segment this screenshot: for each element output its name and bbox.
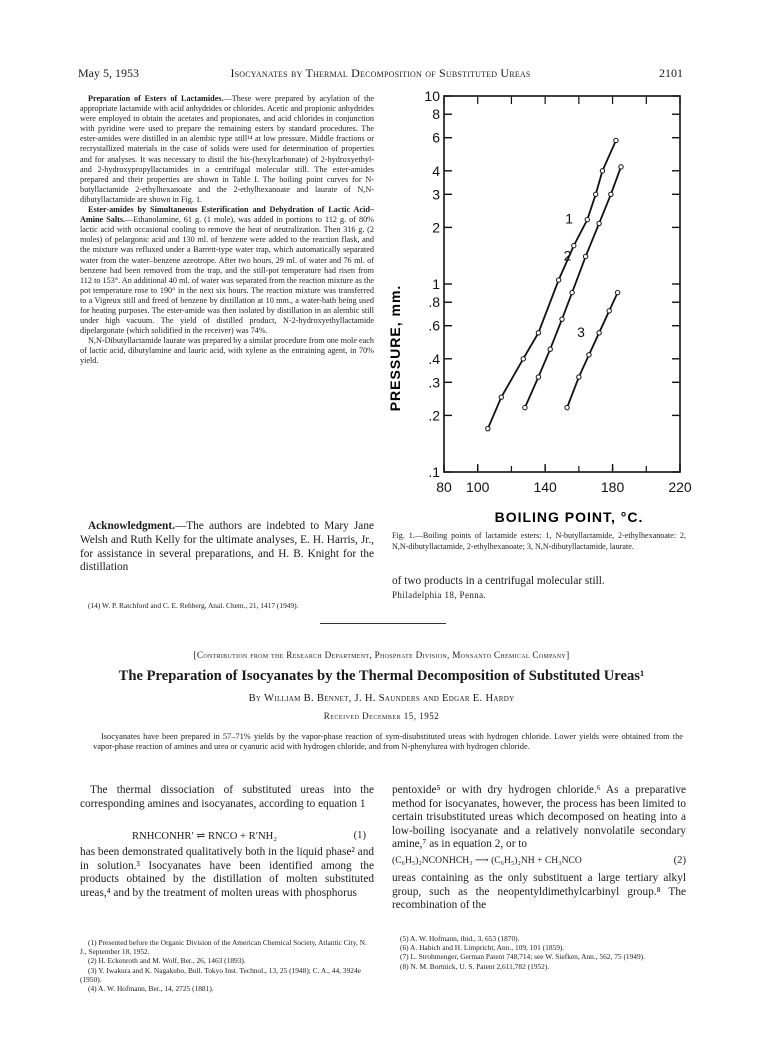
- series-label-3: 3: [577, 323, 585, 340]
- footnote-5: (5) A. W. Hofmann, ibid., 3, 653 (1870).: [400, 934, 520, 943]
- header-running-title: Isocyanates by Thermal Decomposition of Substituted Ureas: [230, 66, 531, 80]
- plot-border: [444, 96, 680, 472]
- data-point: [536, 331, 540, 335]
- data-point: [570, 290, 574, 294]
- received-date: Received December 15, 1952: [323, 711, 440, 721]
- data-point: [615, 290, 619, 294]
- article-authors: By William B. Bennet, J. H. Saunders and Edgar E. Hardy: [248, 693, 515, 704]
- data-point: [597, 221, 601, 225]
- body-left-intro: [80, 784, 374, 811]
- footnote-6: (6) A. Habich and H. Limpricht, Ann., 109, 101 (1859).: [400, 943, 565, 953]
- continuation-text: [392, 574, 686, 602]
- footnote-3: (3) Y. Iwakura and K. Nagakubo, Bull. Tokyo Inst. Technol., 13, 25 (1948); C. A., 44, 3924e (1950).: [80, 965, 361, 984]
- data-point: [499, 395, 503, 399]
- footnote-8: (8) N. M. Bortnick, U. S. Patent 2,611,782 (1952).: [400, 961, 550, 971]
- data-point: [597, 331, 601, 335]
- data-point: [523, 405, 527, 409]
- data-point: [614, 138, 618, 142]
- data-point: [577, 375, 581, 379]
- data-point: [521, 357, 525, 361]
- data-point: [585, 217, 589, 221]
- body-right-continued: [392, 872, 686, 913]
- chart-series: [486, 138, 624, 431]
- series-label-1: 1: [565, 210, 574, 227]
- paragraph-esterification: [80, 205, 374, 336]
- abstract-text: Isocyanates have been prepared in 57–71% yields by the vapor-phase reaction of sym-disubstituted ureas with hydrogen chloride. Lower yields were obtained from the vapor-phase reaction of amines and urea or cyanuric acid with hydrogen chloride, and from N-phenylurea with hydrogen chloride.: [93, 732, 683, 751]
- equation-1-text: RNHCONHR′ ⇌ RNCO + R′NH₂: [132, 831, 278, 842]
- data-point: [587, 353, 591, 357]
- paragraph-esters-heading: Preparation of Esters of Lactamides.: [88, 94, 224, 103]
- data-point: [619, 165, 623, 169]
- data-point: [583, 254, 587, 258]
- affiliation-city: Philadelphia 18, Penna.: [392, 590, 487, 600]
- body-right-paragraph-2: ureas containing as the only substituent a large tertiary alkyl group, such as the neopentyldimethylcarbinyl group.⁸ The recombination of the: [392, 872, 686, 912]
- x-tick-label: 180: [600, 479, 625, 495]
- body-right-intro: [392, 784, 686, 852]
- running-header: [78, 66, 683, 80]
- contribution-line: [Contribution from the Research Department, Phosphate Division, Monsanto Chemical Company]: [193, 650, 570, 660]
- y-tick-label: .8: [428, 294, 440, 311]
- section-divider: [320, 623, 446, 624]
- footnotes-left: [80, 938, 374, 993]
- footnote-7: (7) L. Strohmenger, German Patent 748,714; see W. Siefken, Ann., 562, 75 (1949).: [400, 952, 645, 962]
- y-tick-label: .6: [428, 317, 440, 334]
- chart-frame: [444, 96, 680, 472]
- y-tick-label: .2: [428, 407, 440, 424]
- y-tick-label: .4: [428, 350, 440, 367]
- data-point: [607, 309, 611, 313]
- footnote-14-text: (14) W. P. Ratchford and C. E. Rehberg, Anal. Chem., 21, 1417 (1949).: [88, 601, 299, 610]
- series-line-1: [488, 140, 616, 428]
- equation-1: [132, 830, 372, 842]
- y-tick-label: 3: [432, 186, 440, 203]
- equation-2-number: (2): [673, 855, 686, 866]
- figure-caption: Fig. 1.—Boiling points of lactamide esters: 1, N-butyllactamide, 2-ethylhexanoate: 2, N,N-dibutyllactamide, 2-ethylhexanoate; 3, N,N-dibutyllactamide, laurate.: [392, 531, 686, 551]
- equation-2: [392, 855, 686, 866]
- equation-1-number: (1): [353, 830, 366, 841]
- data-point: [560, 317, 564, 321]
- body-right-paragraph-1: pentoxide⁵ or with dry hydrogen chloride.⁶ As a preparative method for isocyanates, however, the process has been limited to certain trisubstituted ureas which decomposed on heating into a low-boiling isocyanate and a relatively nonvolatile secondary amine,⁷ as in equation 2, or to: [392, 784, 686, 851]
- header-date: May 5, 1953: [78, 66, 139, 80]
- data-point: [565, 405, 569, 409]
- data-point: [556, 278, 560, 282]
- y-tick-label: 8: [432, 106, 440, 123]
- previous-article-text: [80, 94, 374, 367]
- series-label-2: 2: [563, 247, 572, 264]
- data-point: [536, 375, 540, 379]
- data-point: [609, 192, 613, 196]
- body-left-paragraph-1: The thermal dissociation of substituted ureas into the corresponding amines and isocyanates, according to equation 1: [80, 784, 374, 810]
- footnote-14: [80, 601, 374, 610]
- paragraph-esters-body: —These were prepared by acylation of the appropriate lactamide with acid anhydrides or chlorides. Acetic and propionic anhydrides were employed to obtain the acetates and propionates, and acid chlorides in conjunction with pyridine were used to prepare the remaining esters by standard procedures. The ester-amides were distilled in an alembic type still¹⁴ at low pressure. Middle fractions or recrystallized materials in the case of solids were used for determination of properties and for analyses. It was necessary to distil the bis-(hexylcarbonate) of 2-hydroxyethyl- and 2-hydroxypropyllactamides in a centrifugal molecular still. The ester-amides prepared and their properties are shown in Table I. The boiling point curves for N-butyllactamide 2-ethylhexanoate and the 2-ethylhexanoate and laurate of N,N-dibutyllactamide are shown in Fig. 1.: [80, 94, 374, 204]
- acknowledgment: [80, 520, 374, 575]
- x-tick-label: 100: [466, 479, 490, 495]
- equation-2-text: (C₆H₅)₂NCONHCH₃ ⟶ (C₆H₅)₂NH + CH₃NCO: [392, 855, 582, 866]
- boiling-point-chart: [386, 88, 692, 528]
- x-tick-label: 80: [436, 479, 452, 495]
- y-tick-label: 2: [432, 219, 440, 236]
- data-point: [594, 192, 598, 196]
- footnotes-right: [392, 934, 686, 971]
- header-page-number: 2101: [659, 66, 683, 80]
- y-axis-label: PRESSURE, mm.: [387, 284, 403, 412]
- paragraph-esterification-body: —Ethanolamine, 61 g. (1 mole), was added in portions to 112 g. of 80% lactic acid with occasional cooling to remove the heat of neutralization. Then 316 g. (2 moles) of pelargonic acid and 130 ml. of benzene were added to the reaction flask, and the mixture was refluxed under a Barrett-type water trap, which automatically separated water from the water–benzene azeotrope. After two hours, 29 ml. of water and 76 ml. of benzene had been removed from the trap, and the still-pot temperature had risen from 112 to 153°. An additional 40 ml. of water was separated from the reaction mixture as the pot temperature rose to 190° in the next six hours. The reaction mixture was transferred to a Vigreux still and freed of benzene by distillation at 10 mm., a water-bath being used for heating purposes. The ester-amide was then isolated by distillation in an alembic still under high vacuum. The yield of distilled product, N-2-hydroxyethyllactamide dipelargonate (which solidified in the receiver) was 74%.: [80, 215, 374, 336]
- x-tick-label: 220: [668, 479, 692, 495]
- footnote-1: (1) Presented before the Organic Division of the American Chemical Society, Atlantic City, N. J., September 18, 1952.: [80, 938, 367, 957]
- x-axis-ticks: [436, 96, 692, 495]
- data-point: [572, 243, 576, 247]
- body-left-paragraph-2: has been demonstrated qualitatively both in the liquid phase² and in solution.³ Isocyanates have been identified among the products obtained by the distillation of molten substituted ureas,⁴ and by the treatment of molten ureas with phosphorus: [80, 846, 374, 899]
- y-tick-label: 6: [432, 129, 440, 146]
- article-title: The Preparation of Isocyanates by the Thermal Decomposition of Substituted Ureas¹: [118, 668, 645, 684]
- y-tick-label: .3: [428, 374, 440, 391]
- body-left-continued: [80, 846, 374, 900]
- data-point: [486, 426, 490, 430]
- y-tick-label: 1: [432, 276, 440, 292]
- y-axis-ticks: [424, 88, 680, 480]
- x-axis-label: BOILING POINT, °C.: [494, 509, 644, 525]
- paragraph-laurate: N,N-Dibutyllactamide laurate was prepared by a similar procedure from one mole each of lactic acid, dibutylamine and lauric acid, with xylene as the entraining agent, in 70% yield.: [80, 336, 374, 366]
- x-tick-label: 140: [533, 479, 557, 495]
- series-line-2: [525, 167, 621, 408]
- data-point: [600, 169, 604, 173]
- footnote-4: (4) A. W. Hofmann, Ber., 14, 2725 (1881).: [88, 984, 214, 994]
- footnote-2: (2) H. Eckenroth and M. Wolf, Ber., 26, 1463 (1893).: [88, 956, 246, 966]
- continuation-sentence: of two products in a centrifugal molecular still.: [392, 575, 605, 587]
- y-tick-label: .1: [428, 464, 440, 480]
- y-tick-label: 10: [424, 88, 440, 104]
- acknowledgment-body: —The authors are indebted to Mary Jane Welsh and Ruth Kelly for the ultimate analyses, E. H. Harris, Jr., for assistance in several preparations, and H. B. Knight for the distillation: [80, 520, 374, 574]
- paragraph-esterification-heading: Ester-amides by Simultaneous Esterification and Dehydration of Lactic Acid–Amine Salts.: [80, 205, 374, 225]
- acknowledgment-heading: Acknowledgment.: [88, 520, 175, 532]
- paragraph-esters: [80, 94, 374, 205]
- abstract: [93, 732, 683, 752]
- y-tick-label: 4: [432, 162, 440, 179]
- data-point: [548, 347, 552, 351]
